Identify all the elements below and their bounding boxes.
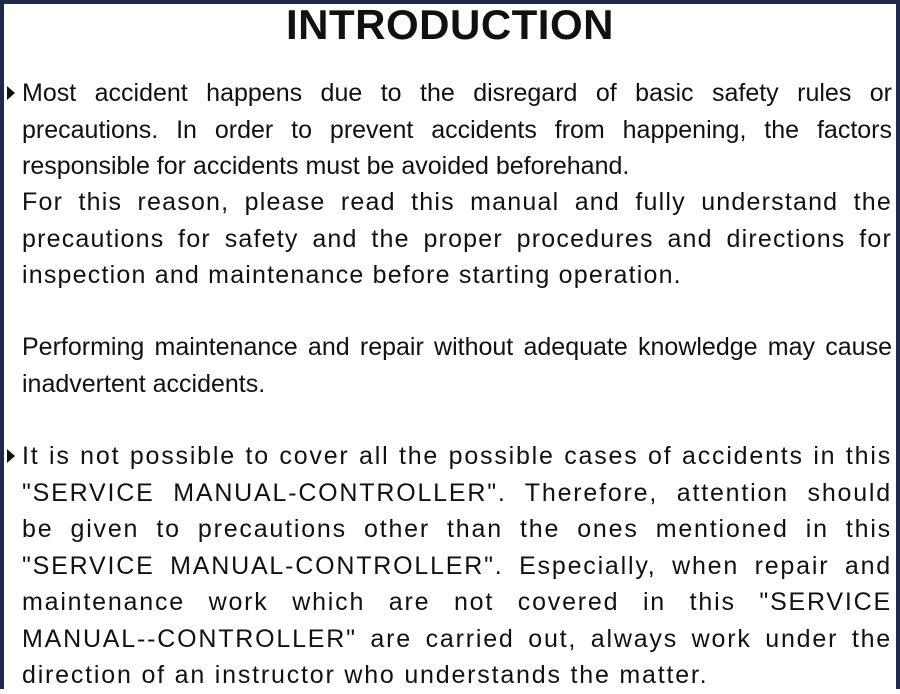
paragraph-inadequate-knowledge: Performing maintenance and repair without adequate knowledge may cause inadvertent accidents. xyxy=(22,333,892,398)
page-title: INTRODUCTION xyxy=(286,1,614,48)
paragraph-not-covered-cases: It is not possible to cover all the possible cases of accidents in this "SERVICE MANUAL-CONTROLLER". Therefore, attention should be given to precautions other than the ones mentioned in this "SERVICE MANUAL-CONTROLLER". Especially, when repair and maintenance work which are not covered in this "SERVICE MANUAL--CONTROLLER" are carried out, always work under the direction of an instructor who understands the matter. xyxy=(22,442,892,689)
bullet-right-triangle-icon xyxy=(6,75,18,111)
paragraph-accident-causes: Most accident happens due to the disregard of basic safety rules or precautions. In order to prevent accidents from happening, the factors responsible for accidents must be avoided beforehand. xyxy=(22,79,892,180)
paragraph-read-manual: For this reason, please read this manual and fully understand the precautions for safety and the proper procedures and directions for inspection and maintenance before starting operation. xyxy=(22,188,892,289)
bullet-right-triangle-icon xyxy=(6,438,18,474)
